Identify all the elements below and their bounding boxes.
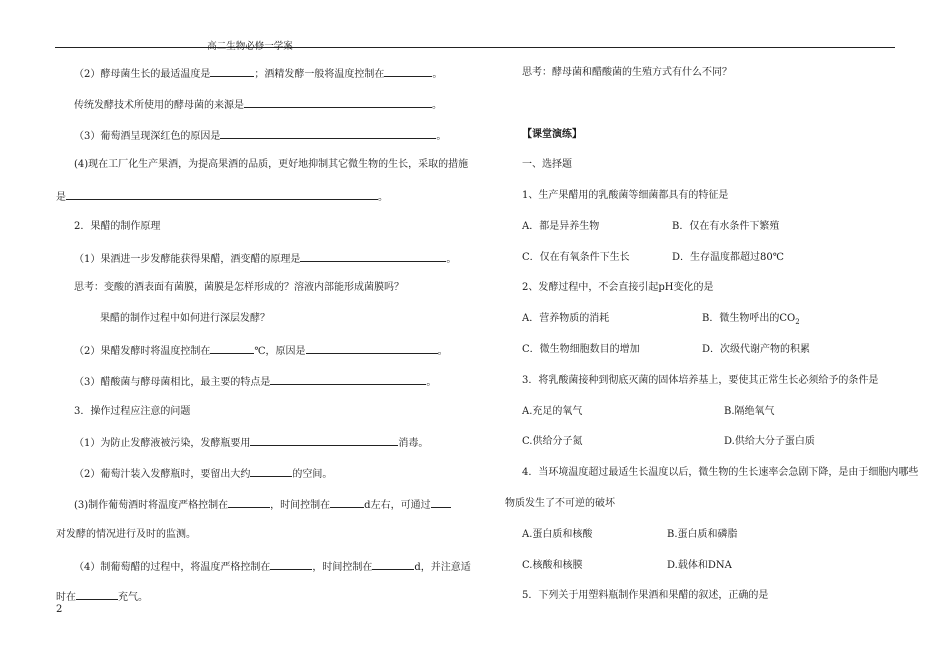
q4-cont-text: 物质发生了不可逆的破坏 (505, 498, 615, 509)
q3-c-text: C.供给分子氮 (522, 436, 583, 447)
wine-temp-blank[interactable] (228, 497, 270, 508)
yeast-source-line (74, 97, 442, 112)
vinegar-temp-blank[interactable] (210, 343, 254, 354)
section1-text: 一、选择题 (522, 159, 572, 170)
q4-d-text: D.载体和DNA (667, 560, 732, 571)
q4-option-a[interactable] (522, 528, 592, 541)
space-blank[interactable] (250, 466, 292, 477)
proc3-mid1: ，时间控制在 (270, 500, 331, 511)
vinegar-principle-title-text: 2．果醋的制作原理 (74, 221, 161, 232)
proc2-text: （2）葡萄汁装入发酵瓶时，要留出大约 (74, 469, 251, 480)
q1-b-text: B．仅在有水条件下繁殖 (672, 221, 780, 232)
vinegar-temp-end: 。 (437, 346, 448, 357)
q1-option-c[interactable] (522, 251, 630, 264)
q5-stem (522, 589, 768, 602)
yeast-temp-mid: ；酒精发酵一般将温度控制在 (254, 69, 385, 80)
acetic-compare-text: （3）醋酸菌与酵母菌相比，最主要的特点是 (74, 377, 271, 388)
q3-text: 3．将乳酸菌接种到彻底灭菌的固体培养基上，要使其正常生长必须给予的条件是 (522, 375, 879, 386)
yeast-source-blank[interactable] (244, 97, 432, 108)
q1-option-a[interactable] (522, 220, 599, 233)
proc3-cont-text: 对发酵的情况进行及时的监测。 (56, 529, 196, 540)
vinegar-temp-prefix: （2）果醋发酵时将温度控制在 (74, 346, 211, 357)
q2-b-subscript: 2 (795, 318, 800, 326)
wine-color-end: 。 (436, 131, 447, 142)
proc3-mid2: d左右，可通过 (364, 500, 431, 511)
q1-option-b[interactable] (672, 220, 779, 233)
q4-stem (522, 466, 918, 479)
vinegar-temp-line (74, 343, 448, 358)
q1-stem (522, 189, 728, 202)
q2-option-b[interactable] (702, 312, 800, 329)
vinegar-strict-temp-blank[interactable] (270, 559, 312, 570)
factory-cont-line (56, 189, 388, 204)
q3-b-text: B.隔绝氧气 (724, 406, 775, 417)
procedure-title (74, 405, 190, 418)
q3-option-c[interactable] (522, 435, 582, 448)
think2-text: 思考：酵母菌和醋酸菌的生殖方式有什么不同？ (522, 67, 732, 78)
vinegar-time-blank[interactable] (372, 559, 414, 570)
think1-cont-text: 果醋的制作过程中如何进行深层发酵？ (100, 313, 270, 324)
proc4-text: （4）制葡萄醋的过程中，将温度严格控制在 (74, 562, 271, 573)
proc4-cont-prefix: 时在 (56, 592, 76, 603)
q1-d-text: D．生存温度都超过80℃ (672, 252, 784, 263)
acetic-compare-end: 。 (426, 377, 437, 388)
q4-stem-cont (505, 497, 615, 510)
q4-c-text: C.核酸和核膜 (522, 560, 583, 571)
proc3-text: (3)制作葡萄酒时将温度严格控制在 (74, 500, 229, 511)
q3-stem (522, 374, 878, 387)
acetic-compare-line (74, 374, 436, 389)
practice-title-text: 【课堂演练】 (522, 129, 582, 140)
factory-text: (4)现在工厂化生产果酒，为提高果酒的品质，更好地抑制其它微生物的生长，采取的措施 (74, 159, 469, 170)
q1-option-d[interactable] (672, 251, 784, 264)
header-rule (55, 47, 895, 48)
procedure-2-line (74, 466, 332, 481)
q2-option-c[interactable] (522, 343, 640, 356)
q2-stem (522, 281, 713, 294)
think2-line (522, 66, 732, 79)
q2-b-text: B．微生物呼出的CO (702, 313, 796, 324)
aeration-blank[interactable] (76, 589, 118, 600)
q4-option-d[interactable] (667, 559, 732, 572)
q4-option-b[interactable] (667, 528, 738, 541)
q3-d-text: D.供给大分子蛋白质 (724, 436, 815, 447)
page-number: 2 (56, 604, 63, 615)
q3-a-text: A.充足的氧气 (522, 406, 583, 417)
vinegar-q1-end: 。 (446, 254, 457, 265)
yeast-temp-end: 。 (432, 69, 443, 80)
factory-prefix: 是 (56, 192, 66, 203)
vinegar-q1-line (74, 251, 456, 266)
procedure-4-line (74, 559, 471, 574)
page-header-title: 高二生物必修一学案 (207, 41, 293, 52)
q2-a-text: A．营养物质的消耗 (522, 313, 610, 324)
proc1-text: （1）为防止发酵液被污染，发酵瓶要用 (74, 438, 251, 449)
vinegar-principle-blank[interactable] (300, 251, 446, 262)
procedure-1-line (74, 435, 428, 450)
q2-option-d[interactable] (702, 343, 810, 356)
q1-a-text: A．都是异养生物 (522, 221, 600, 232)
q2-d-text: D．次级代谢产物的积累 (702, 344, 811, 355)
wine-color-text: （3）葡萄酒呈现深红色的原因是 (74, 131, 221, 142)
acetic-feature-blank[interactable] (270, 374, 426, 385)
q3-option-a[interactable] (522, 405, 582, 418)
procedure-4-cont-line (56, 589, 148, 604)
proc4-cont-end: 充气。 (118, 592, 148, 603)
yeast-source-end: 。 (432, 100, 442, 111)
q2-c-text: C．微生物细胞数目的增加 (522, 344, 640, 355)
vinegar-reason-blank[interactable] (306, 343, 438, 354)
vinegar-q1-text: （1）果酒进一步发酵能获得果醋，酒变醋的原理是 (74, 254, 301, 265)
q3-option-d[interactable] (724, 435, 815, 448)
q4-text: 4．当环境温度超过最适生长温度以后，微生物的生长速率会急剧下降，是由于细胞内哪些 (522, 467, 919, 478)
factory-end: 。 (378, 192, 388, 203)
wine-color-blank[interactable] (220, 128, 436, 139)
procedure-title-text: 3．操作过程应注意的问题 (74, 406, 191, 417)
q3-option-b[interactable] (724, 405, 775, 418)
vinegar-principle-title (74, 220, 160, 233)
wine-color-line (74, 128, 446, 143)
monitor-method-blank[interactable] (431, 497, 451, 508)
proc2-end: 的空间。 (292, 469, 333, 480)
yeast-temperature-line (74, 66, 442, 81)
q1-c-text: C．仅在有氧条件下生长 (522, 252, 630, 263)
practice-title (522, 128, 582, 141)
think1-line (74, 281, 404, 294)
factory-line (74, 158, 468, 171)
procedure-3-line (74, 497, 451, 512)
think1-cont-line (100, 312, 270, 325)
proc4-mid: ，时间控制在 (312, 562, 373, 573)
factory-measure-blank[interactable] (66, 189, 378, 200)
yeast-temp-prefix: （2）酵母菌生长的最适温度是 (74, 69, 211, 80)
q1-text: 1、生产果醋用的乳酸菌等细菌都具有的特征是 (522, 190, 729, 201)
think1-text: 思考：变酸的酒表面有菌膜，菌膜是怎样形成的？溶液内部能形成菌膜吗？ (74, 282, 404, 293)
q4-a-text: A.蛋白质和核酸 (522, 529, 593, 540)
yeast-optimal-temp-blank[interactable] (210, 66, 254, 77)
vinegar-temp-mid: ℃，原因是 (254, 346, 306, 357)
q2-text: 2、发酵过程中，不会直接引起pH变化的是 (522, 282, 714, 293)
yeast-source-text: 传统发酵技术所使用的酵母菌的来源是 (74, 100, 244, 111)
q4-option-c[interactable] (522, 559, 582, 572)
proc1-end: 消毒。 (398, 438, 429, 449)
q4-b-text: B.蛋白质和磷脂 (667, 529, 738, 540)
wine-time-blank[interactable] (330, 497, 364, 508)
q5-text: 5．下列关于用塑料瓶制作果酒和果醋的叙述，正确的是 (522, 590, 769, 601)
proc4-end: d，并注意适 (414, 562, 471, 573)
q2-option-a[interactable] (522, 312, 609, 325)
alcohol-temp-blank[interactable] (384, 66, 432, 77)
disinfect-blank[interactable] (250, 435, 398, 446)
procedure-3-cont-line (56, 528, 196, 541)
section1-heading (522, 158, 572, 171)
